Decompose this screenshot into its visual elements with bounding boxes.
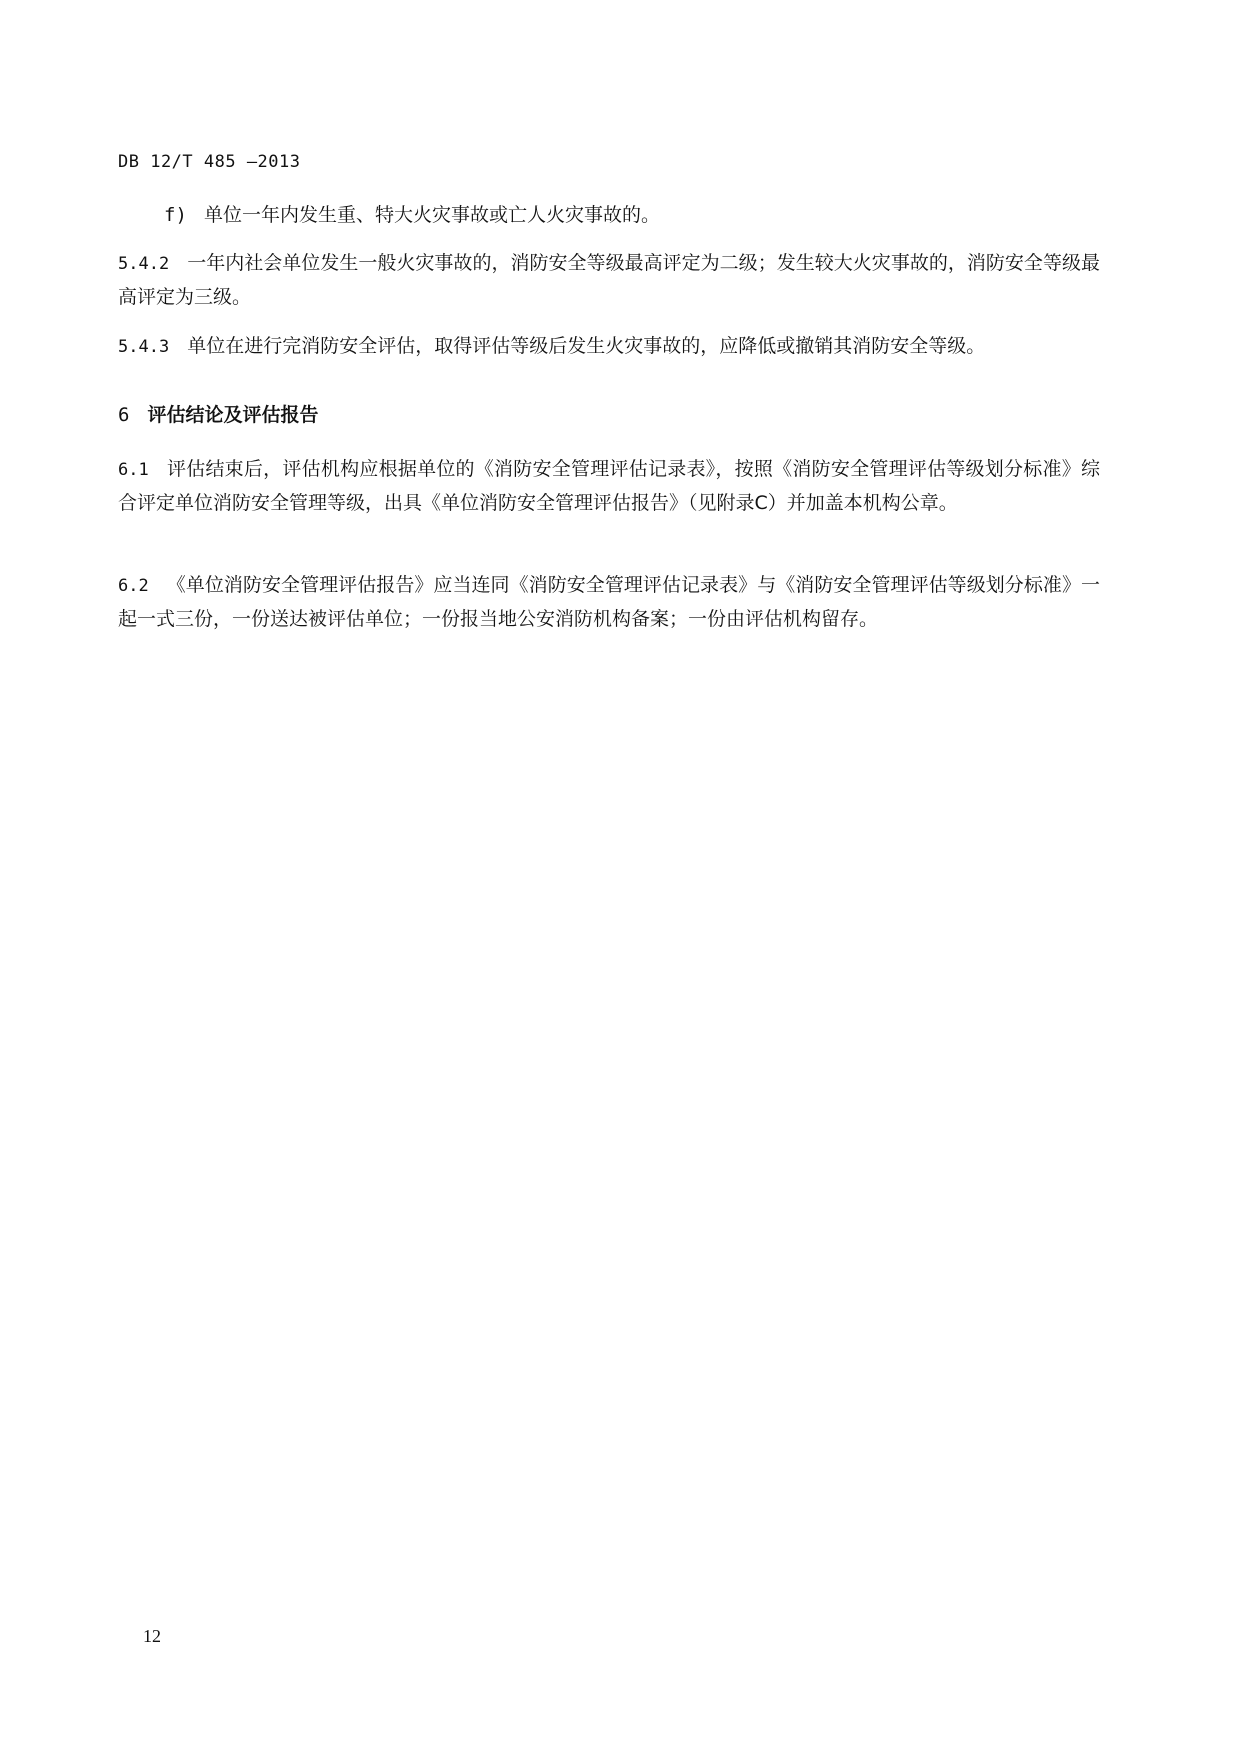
clause-5-4-3: [118, 330, 1100, 364]
clause-6-2: [118, 569, 1100, 636]
clause-text: 一年内社会单位发生一般火灾事故的，消防安全等级最高评定为二级；发生较大火灾事故的，消防安全等级最高评定为三级。: [118, 252, 1100, 308]
clause-text: 单位在进行完消防安全评估，取得评估等级后发生火灾事故的，应降低或撤销其消防安全等级。: [187, 335, 986, 357]
section-title: 评估结论及评估报告: [147, 404, 319, 426]
list-item-text: 单位一年内发生重、特大火灾事故或亡人火灾事故的。: [204, 204, 661, 226]
clause-number: 5.4.2: [118, 254, 170, 274]
clause-6-1: [118, 453, 1100, 520]
clause-5-4-2: [118, 247, 1100, 314]
list-marker: f): [164, 204, 187, 226]
clause-text: 评估结束后，评估机构应根据单位的《消防安全管理评估记录表》，按照《消防安全管理评估等级划分标准》综合评定单位消防安全管理等级，出具《单位消防安全管理评估报告》（见附录C）并加盖本机构公章。: [118, 458, 1100, 514]
clause-number: 5.4.3: [118, 337, 170, 357]
standard-code-header: DB 12/T 485 —2013: [118, 152, 301, 172]
page-number: 12: [143, 1626, 161, 1646]
clause-text: 《单位消防安全管理评估报告》应当连同《消防安全管理评估记录表》与《消防安全管理评估等级划分标准》一起一式三份，一份送达被评估单位；一份报当地公安消防机构备案；一份由评估机构留存。: [118, 574, 1100, 630]
clause-number: 6.1: [118, 460, 149, 480]
section-heading: [118, 400, 318, 427]
list-item-f: [164, 200, 660, 227]
clause-number: 6.2: [118, 576, 149, 596]
section-number: 6: [118, 404, 130, 426]
